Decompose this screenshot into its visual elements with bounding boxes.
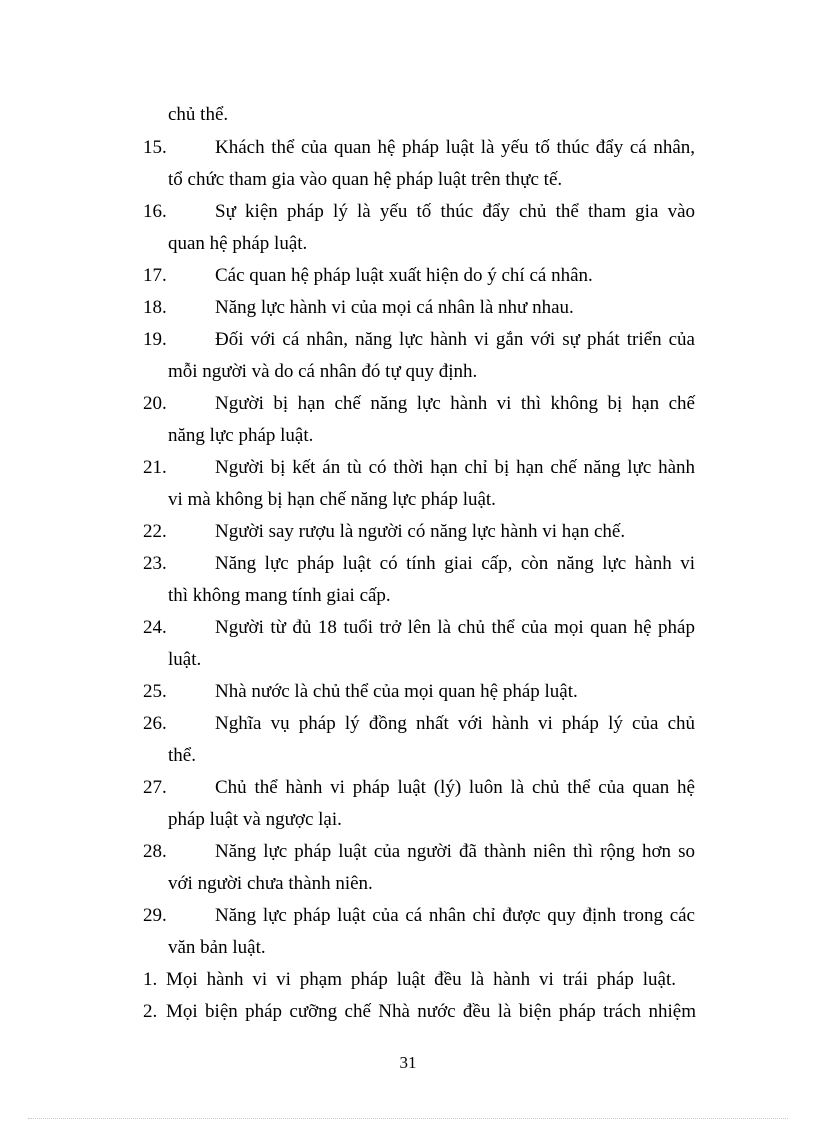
item-number: 29. <box>143 905 167 926</box>
item-text-line: thì không mang tính giai cấp. <box>168 585 391 606</box>
item-text-line: Năng lực hành vi của mọi cá nhân là như nhau. <box>215 297 574 318</box>
list2-item-number: 1. <box>143 969 158 990</box>
item-text-line: tổ chức tham gia vào quan hệ pháp luật trên thực tế. <box>168 169 563 190</box>
item-text-line: Người từ đủ 18 tuổi trở lên là chủ thể của mọi quan hệ pháp <box>215 617 695 638</box>
item-number: 16. <box>143 201 167 222</box>
item-text-line: Các quan hệ pháp luật xuất hiện do ý chí cá nhân. <box>215 265 593 286</box>
item-text-line: Chủ thể hành vi pháp luật (lý) luôn là chủ thể của quan hệ <box>215 777 695 798</box>
item-number: 25. <box>143 681 167 702</box>
item-text-line: pháp luật và ngược lại. <box>168 809 342 830</box>
item-text-line: Người bị kết án tù có thời hạn chỉ bị hạn chế năng lực hành <box>215 457 695 478</box>
item-number: 19. <box>143 329 167 350</box>
item-text-line: Nhà nước là chủ thể của mọi quan hệ pháp luật. <box>215 681 578 702</box>
page-number: 31 <box>399 1053 417 1072</box>
item-number: 22. <box>143 521 167 542</box>
item-text-line: với người chưa thành niên. <box>168 873 373 894</box>
item-number: 15. <box>143 137 167 158</box>
continuation-line: chủ thể. <box>168 104 229 125</box>
item-text-line: Năng lực pháp luật của người đã thành niên thì rộng hơn so <box>215 841 695 862</box>
item-text-line: văn bản luật. <box>168 937 266 958</box>
item-text-line: Đối với cá nhân, năng lực hành vi gắn với sự phát triển của <box>215 329 695 350</box>
item-number: 17. <box>143 265 167 286</box>
item-number: 21. <box>143 457 167 478</box>
item-number: 24. <box>143 617 167 638</box>
item-number: 27. <box>143 777 167 798</box>
item-text-line: Nghĩa vụ pháp lý đồng nhất với hành vi pháp lý của chủ <box>215 713 695 734</box>
item-number: 18. <box>143 297 167 318</box>
item-text-line: Khách thể của quan hệ pháp luật là yếu tố thúc đẩy cá nhân, <box>215 137 695 158</box>
item-text-line: Người bị hạn chế năng lực hành vi thì không bị hạn chế <box>215 393 695 414</box>
item-text-line: năng lực pháp luật. <box>168 425 314 446</box>
item-text-line: Sự kiện pháp lý là yếu tố thúc đẩy chủ thể tham gia vào <box>215 201 695 222</box>
item-number: 26. <box>143 713 167 734</box>
item-text-line: Người say rượu là người có năng lực hành vi hạn chế. <box>215 521 626 542</box>
item-text-line: luật. <box>168 649 202 670</box>
item-text-line: thể. <box>168 745 196 766</box>
list2-item-text: Mọi hành vi vi phạm pháp luật đều là hành vi trái pháp luật. <box>166 969 676 990</box>
item-number: 28. <box>143 841 167 862</box>
item-text-line: Năng lực pháp luật của cá nhân chỉ được quy định trong các <box>215 905 695 926</box>
item-text-line: quan hệ pháp luật. <box>168 233 308 254</box>
footer-divider <box>28 1118 788 1119</box>
item-number: 23. <box>143 553 167 574</box>
list2-item-number: 2. <box>143 1001 158 1022</box>
item-text-line: vi mà không bị hạn chế năng lực pháp luật. <box>168 489 496 510</box>
list2-item-text: Mọi biện pháp cưỡng chế Nhà nước đều là biện pháp trách nhiệm <box>166 1001 696 1022</box>
item-text-line: Năng lực pháp luật có tính giai cấp, còn năng lực hành vi <box>215 553 695 574</box>
item-text-line: mỗi người và do cá nhân đó tự quy định. <box>168 361 478 382</box>
item-number: 20. <box>143 393 167 414</box>
